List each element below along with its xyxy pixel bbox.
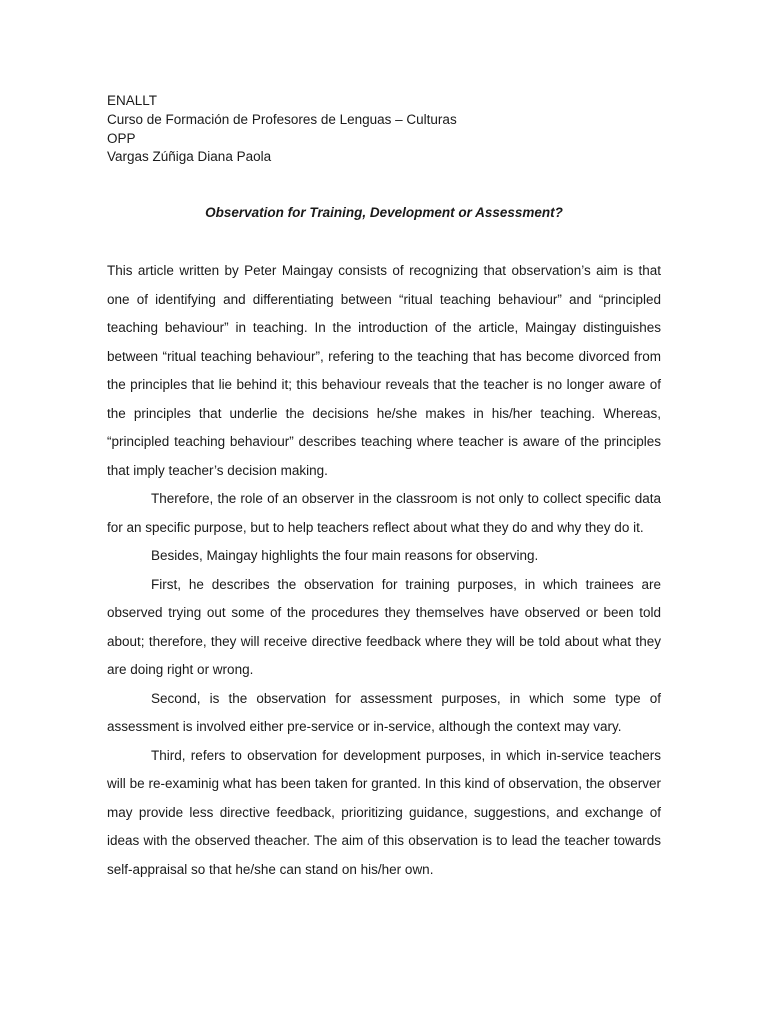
course-name: Curso de Formación de Profesores de Lenguas – Culturas [107,111,457,127]
paragraph-2: Therefore, the role of an observer in the classroom is not only to collect specific data for an specific purpose, but to help teachers reflect about what they do and why they do it. [107,491,661,535]
document-title: Observation for Training, Development or Assessment? [205,205,563,220]
paragraph-6: Third, refers to observation for development purposes, in which in-service teachers will be re-examinig what has been taken for granted. In this kind of observation, the observer may provide less directive feedback, prioritizing guidance, suggestions, and exchange of ideas with the observed theacher. The aim of this observation is to lead the teacher towards self-appraisal so that he/she can stand on his/her own. [107,747,661,877]
paragraph-3: Besides, Maingay highlights the four main reasons for observing. [151,548,539,563]
document-page [107,0,661,1024]
institution-name: ENALLT [107,93,158,108]
paragraph-5: Second, is the observation for assessment purposes, in which some type of assessment is involved either pre-service or in-service, although the context may vary. [107,690,661,734]
course-code: OPP [107,130,136,146]
paragraph-4: First, he describes the observation for training purposes, in which trainees are observed trying out some of the procedures they themselves have observed or been told about; therefore, they will receive directive feedback where they will be told about what they are doing right or wrong. [107,576,661,677]
document-body [107,257,661,884]
document-header [107,92,457,167]
paragraph-1: This article written by Peter Maingay consists of recognizing that observation’s aim is that one of identifying and differentiating between “ritual teaching behaviour” and “principled teaching behaviour” in teaching. In the introduction of the article, Maingay distinguishes between “ritual teaching behaviour”, refering to the teaching that has become divorced from the principles that lie behind it; this behaviour reveals that the teacher is no longer aware of the principles that underlie the decisions he/she makes in his/her teaching. Whereas, “principled teaching behaviour” describes teaching where teacher is aware of the principles that imply teacher’s decision making. [107,263,661,478]
author-name: Vargas Zúñiga Diana Paola [107,149,272,165]
